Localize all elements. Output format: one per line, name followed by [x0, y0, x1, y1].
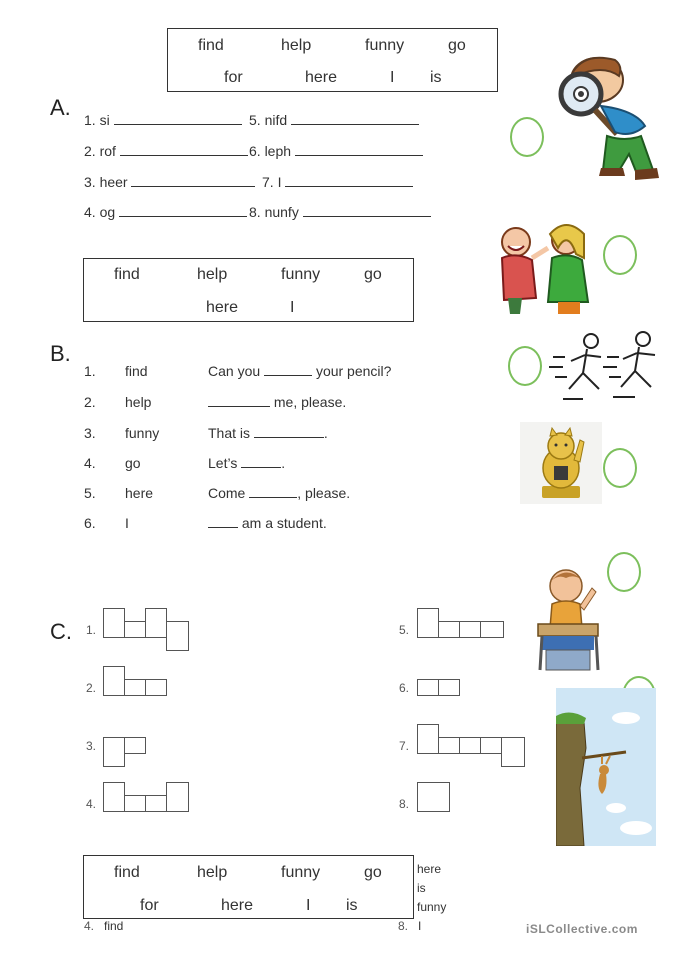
- b-row-number: 6.: [84, 515, 96, 531]
- letter-box[interactable]: [103, 782, 125, 812]
- answer-blank[interactable]: [208, 515, 238, 528]
- section-c-heading: C.: [50, 619, 72, 644]
- word-funny: funny: [281, 864, 321, 881]
- cut-off-word: find: [104, 919, 124, 933]
- word-funny: funny: [365, 37, 405, 54]
- letter-box[interactable]: [145, 679, 167, 696]
- a-item-label: 8. nunfy: [249, 204, 299, 220]
- waving-boy-clipart: [536, 566, 606, 674]
- b-row-word: I: [125, 515, 129, 531]
- letter-box[interactable]: [459, 621, 481, 638]
- a-item-8: [249, 204, 431, 220]
- a-item-label: 6. leph: [249, 143, 292, 159]
- section-a-heading: A.: [50, 95, 71, 120]
- letter-box[interactable]: [417, 724, 439, 754]
- answer-blank[interactable]: [208, 394, 270, 407]
- letter-box[interactable]: [459, 737, 481, 754]
- letter-box[interactable]: [124, 737, 146, 754]
- answer-blank[interactable]: [114, 112, 242, 125]
- letter-box[interactable]: [166, 621, 189, 651]
- cliff-monkey-clipart: [556, 688, 656, 846]
- word-i: I: [290, 299, 295, 316]
- running-people-clipart: [543, 327, 675, 412]
- letter-box[interactable]: [166, 782, 189, 812]
- detective-clipart: [545, 50, 665, 185]
- letter-box[interactable]: [103, 608, 125, 638]
- site-watermark: iSLCollective.com: [526, 922, 638, 936]
- letter-box[interactable]: [480, 737, 502, 754]
- word-for: for: [224, 69, 243, 86]
- a-item-label: 1. si: [84, 112, 110, 128]
- a-item-1: [84, 112, 242, 128]
- letter-box[interactable]: [124, 679, 146, 696]
- word-funny: funny: [281, 266, 321, 283]
- lucky-cat-photo: [520, 422, 602, 504]
- answer-blank[interactable]: [285, 174, 413, 187]
- answer-blank[interactable]: [303, 204, 431, 217]
- answer-blank[interactable]: [131, 174, 255, 187]
- answer-blank[interactable]: [254, 425, 324, 438]
- word-here: here: [221, 897, 254, 914]
- b-row-word: funny: [125, 425, 160, 441]
- letter-box[interactable]: [417, 679, 439, 696]
- b-row-sentence: am a student.: [208, 515, 327, 531]
- cut-off-number: 4.: [84, 919, 95, 933]
- letter-box[interactable]: [480, 621, 504, 638]
- answer-blank[interactable]: [249, 485, 297, 498]
- answer-blank[interactable]: [264, 363, 312, 376]
- overflow-word: here: [417, 862, 442, 876]
- word-here: here: [305, 69, 338, 86]
- letter-box[interactable]: [501, 737, 525, 767]
- b-row-word: help: [125, 394, 152, 410]
- letter-box[interactable]: [145, 608, 167, 638]
- word-find: find: [198, 37, 224, 54]
- word-box-bottom: [83, 855, 414, 919]
- b-row-sentence: Let’s .: [208, 455, 286, 471]
- cut-off-number: 8.: [398, 919, 409, 933]
- c-item-number: 5.: [399, 623, 410, 637]
- word-help: help: [197, 864, 228, 881]
- b-row-number: 2.: [84, 394, 96, 410]
- a-item-2: [84, 143, 248, 159]
- b-row-sentence: me, please.: [208, 394, 346, 410]
- c-item-number: 3.: [86, 739, 97, 753]
- b-row-sentence: Can you your pencil?: [208, 363, 392, 379]
- c-item-number: 7.: [399, 739, 410, 753]
- letter-box[interactable]: [417, 782, 450, 812]
- answer-blank[interactable]: [119, 204, 247, 217]
- word-find: find: [114, 266, 140, 283]
- b-row-number: 5.: [84, 485, 96, 501]
- word-for: for: [140, 897, 159, 914]
- c-item-number: 4.: [86, 797, 97, 811]
- word-i: I: [390, 69, 395, 86]
- section-b-heading: B.: [50, 341, 71, 366]
- word-find: find: [114, 864, 140, 881]
- a-item-3: [84, 174, 255, 190]
- word-box-top: [167, 28, 498, 92]
- letter-box[interactable]: [145, 795, 167, 812]
- answer-circle[interactable]: [510, 117, 544, 157]
- a-item-label: 7. I: [262, 174, 282, 190]
- letter-box[interactable]: [124, 795, 146, 812]
- word-i: I: [306, 897, 311, 914]
- answer-circle[interactable]: [508, 346, 542, 386]
- answer-blank[interactable]: [241, 455, 281, 468]
- overflow-word: funny: [417, 900, 447, 914]
- word-go: go: [448, 37, 466, 54]
- answer-circle[interactable]: [607, 552, 641, 592]
- word-help: help: [281, 37, 312, 54]
- letter-box[interactable]: [438, 679, 460, 696]
- b-row-word: find: [125, 363, 148, 379]
- word-go: go: [364, 864, 382, 881]
- answer-circle[interactable]: [603, 448, 637, 488]
- answer-blank[interactable]: [291, 112, 419, 125]
- letter-box[interactable]: [103, 737, 125, 767]
- b-row-sentence: That is .: [208, 425, 328, 441]
- letter-box[interactable]: [438, 737, 460, 754]
- c-item-number: 6.: [399, 681, 410, 695]
- a-item-4: [84, 204, 247, 220]
- letter-box[interactable]: [438, 621, 460, 638]
- a-item-label: 2. rof: [84, 143, 116, 159]
- word-go: go: [364, 266, 382, 283]
- c-item-number: 8.: [399, 797, 410, 811]
- b-row-word: go: [125, 455, 141, 471]
- c-item-number: 1.: [86, 623, 97, 637]
- answer-blank[interactable]: [295, 143, 423, 156]
- a-item-label: 3. heer: [84, 174, 128, 190]
- word-is: is: [346, 897, 358, 914]
- b-row-number: 4.: [84, 455, 96, 471]
- b-row-sentence: Come , please.: [208, 485, 351, 501]
- letter-box[interactable]: [103, 666, 125, 696]
- word-is: is: [430, 69, 442, 86]
- answer-circle[interactable]: [603, 235, 637, 275]
- word-help: help: [197, 266, 228, 283]
- answer-blank[interactable]: [120, 143, 248, 156]
- laughing-people-clipart: [488, 218, 598, 318]
- letter-box[interactable]: [124, 621, 146, 638]
- a-item-label: 4. og: [84, 204, 116, 220]
- a-item-6: [249, 143, 423, 159]
- letter-box[interactable]: [417, 608, 439, 638]
- a-item-label: 5. nifd: [249, 112, 288, 128]
- cut-off-word: I: [418, 919, 422, 933]
- b-row-word: here: [125, 485, 154, 501]
- b-row-number: 1.: [84, 363, 96, 379]
- word-here: here: [206, 299, 239, 316]
- c-item-number: 2.: [86, 681, 97, 695]
- overflow-word: is: [417, 881, 426, 895]
- b-row-number: 3.: [84, 425, 96, 441]
- word-box-middle: [83, 258, 414, 322]
- a-item-5: [249, 112, 419, 128]
- a-item-7: [262, 174, 413, 190]
